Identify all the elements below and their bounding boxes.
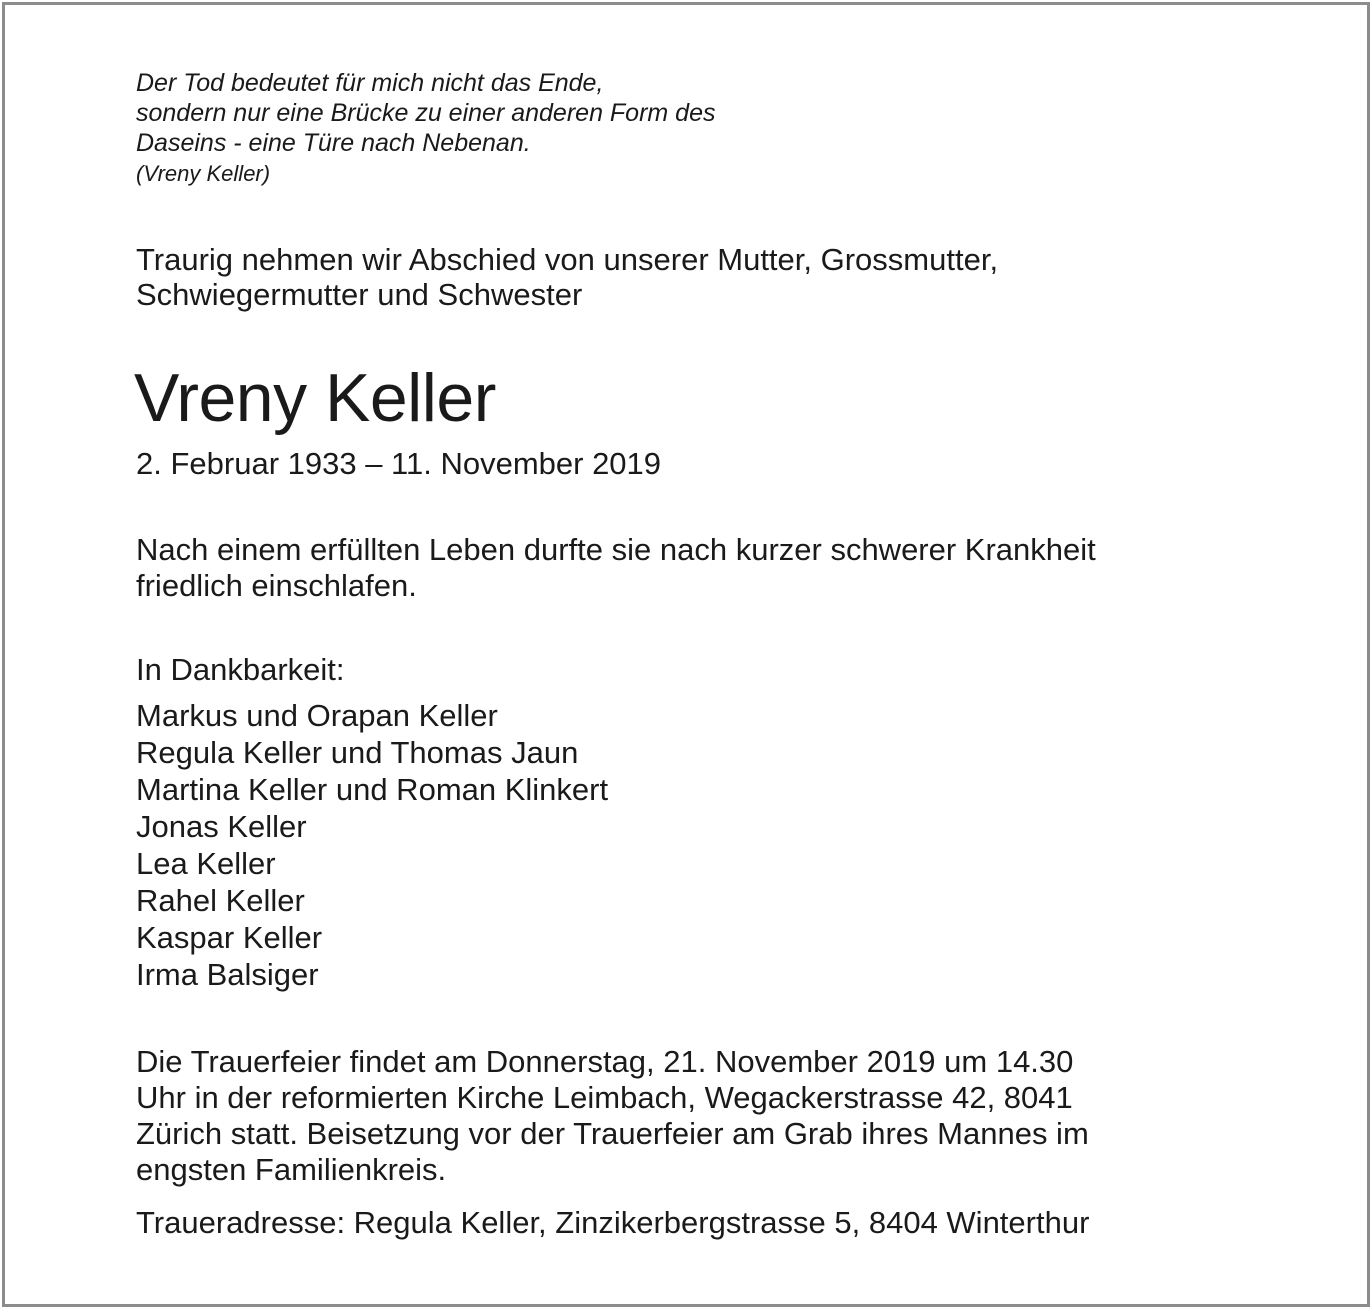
- passing-message: [136, 532, 1096, 604]
- mourner-name: Rahel Keller: [136, 883, 305, 918]
- intro-line: Traurig nehmen wir Abschied von unserer Mutter, Grossmutter,: [136, 242, 999, 277]
- mourner-name: Lea Keller: [136, 846, 276, 881]
- mourner-name: Markus und Orapan Keller: [136, 698, 498, 733]
- mourner-name: Regula Keller und Thomas Jaun: [136, 735, 579, 770]
- mourner-name: Irma Balsiger: [136, 957, 319, 992]
- quote-author: (Vreny Keller): [136, 161, 271, 186]
- mourner-name: Jonas Keller: [136, 809, 307, 844]
- message-line: Nach einem erfüllten Leben durfte sie nach kurzer schwerer Krankheit: [136, 532, 1096, 567]
- intro-line: Schwiegermutter und Schwester: [136, 277, 583, 312]
- message-line: friedlich einschlafen.: [136, 568, 417, 603]
- mourning-address: Traueradresse: Regula Keller, Zinzikerbergstrasse 5, 8404 Winterthur: [136, 1205, 1090, 1240]
- ceremony-line: Uhr in der reformierten Kirche Leimbach, Wegackerstrasse 42, 8041: [136, 1080, 1073, 1115]
- mourner-name: Kaspar Keller: [136, 920, 323, 955]
- ceremony-line: Die Trauerfeier findet am Donnerstag, 21. November 2019 um 14.30: [136, 1044, 1074, 1079]
- quote-line: Der Tod bedeutet für mich nicht das Ende,: [136, 69, 604, 97]
- mourners-list: [136, 651, 608, 993]
- quote-line: sondern nur eine Brücke zu einer anderen Form des: [136, 99, 716, 127]
- mourners-heading: In Dankbarkeit:: [136, 652, 345, 687]
- ceremony-line: engsten Familienkreis.: [136, 1152, 447, 1187]
- ceremony-line: Zürich statt. Beisetzung vor der Trauerfeier am Grab ihres Mannes im: [136, 1116, 1089, 1151]
- funeral-details: [136, 1044, 1089, 1188]
- epigraph-quote: [136, 68, 716, 188]
- deceased-name: Vreny Keller: [134, 360, 496, 436]
- mourner-name: Martina Keller und Roman Klinkert: [136, 772, 609, 807]
- life-dates: 2. Februar 1933 – 11. November 2019: [136, 446, 662, 481]
- intro-text: [136, 242, 998, 312]
- quote-line: Daseins - eine Türe nach Nebenan.: [136, 129, 531, 157]
